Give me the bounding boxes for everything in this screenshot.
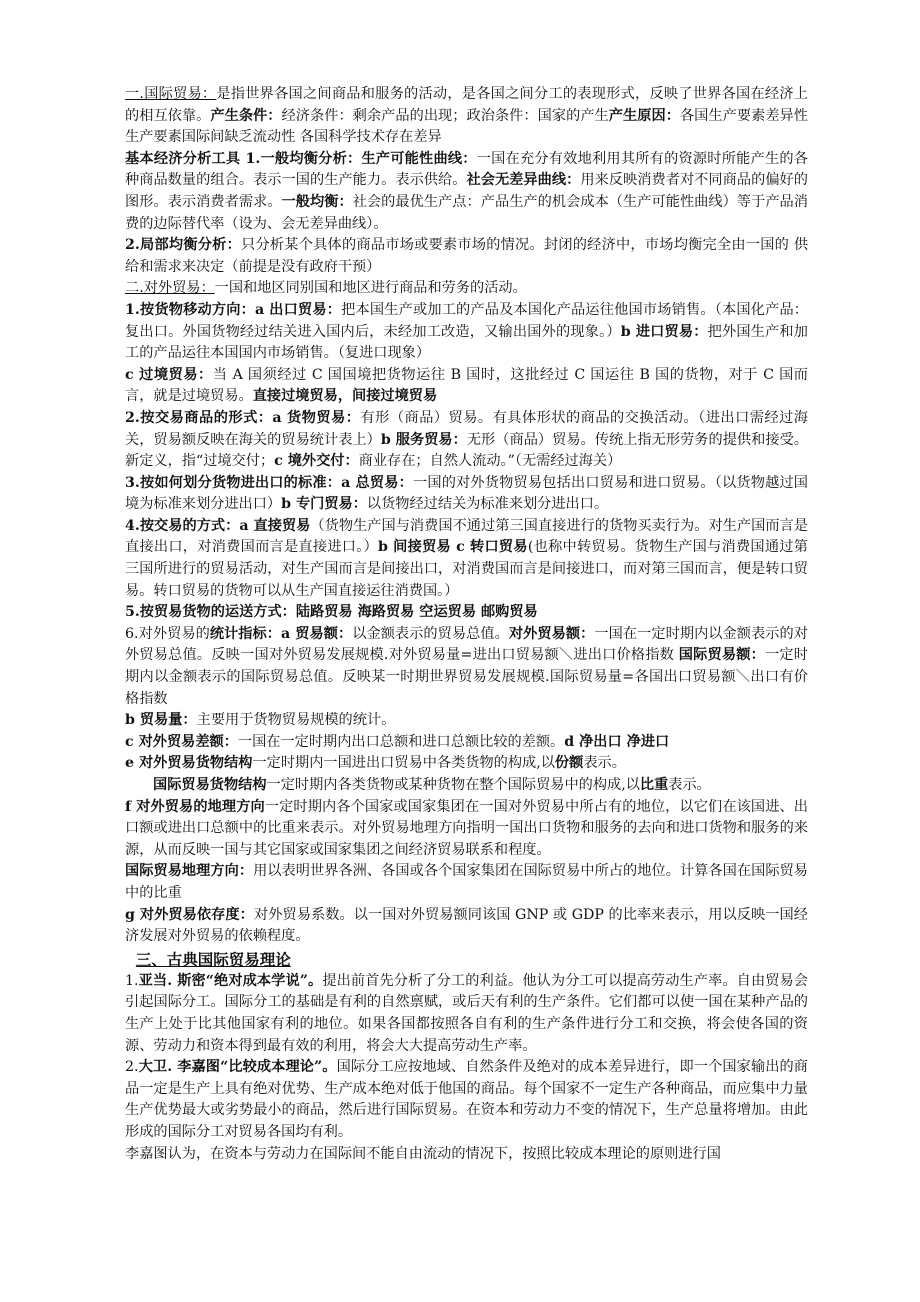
ricardo-paragraph: 李嘉图认为，在资本与劳动力在国际间不能自由流动的情况下，按照比较成本理论的原则进行国 bbox=[125, 1145, 721, 1162]
general-trade-text: 一国的对外货物贸易包括出口贸易和进口贸易。（以货物越过国境为标准来划分进出口） bbox=[125, 474, 808, 513]
service-trade-label: b 服务贸易： bbox=[380, 431, 467, 448]
document-page bbox=[125, 84, 808, 1165]
overseas-delivery-label: c 境外交付： bbox=[274, 453, 359, 470]
geographic-direction-text: 一定时期内各个国家或国家集团在一国对外贸易中所占有的地位，以它们在该国进、出口额或进出口总额中的比重来表示。对外贸易地理方向指明一国出口货物和服务的去向和进口货物和服务的来源，从而反映一国与其它国家或国家集团之间经济贸易联系和程度。 bbox=[125, 798, 808, 858]
international-trade-value-label: 国际贸易额： bbox=[678, 647, 766, 664]
commodity-form-paragraph bbox=[125, 408, 808, 473]
net-export-import: d 净出口 净进口 bbox=[564, 733, 670, 750]
absolute-cost-text: 提出前首先分析了分工的利益。他认为分工可以提高劳动生产率。自由贸易会引起国际分工。国际分工的基础是有利的自然禀赋，或后天有利的生产条件。它们都可以使一国在某种产品的生产上处于比其他国家有利的地位。如果各国都按照各自有利的生产条件进行分工和交换，将会使各国的资源、劳动力和资本得到最有效的利用，将会大大提高劳动生产率。 bbox=[125, 972, 808, 1054]
comparative-cost-label: 大卫. 李嘉图“比较成本理论”。 bbox=[138, 1059, 337, 1076]
partial-equilibrium-label: 2.局部均衡分析： bbox=[125, 237, 242, 254]
trade-value-text: 以金额表示的贸易总值。 bbox=[352, 625, 509, 642]
division-standard-paragraph bbox=[125, 473, 808, 516]
transit-trade-text: 当 A 国须经过 C 国国境把货物运往 B 国时，这批经过 C 国运往 B 国的货物，对于 C 国而言，就是过境贸易。 bbox=[125, 366, 808, 405]
dependence-paragraph bbox=[125, 905, 808, 948]
general-equilibrium-label: 一般均衡： bbox=[281, 193, 353, 210]
section-1-heading: 一.国际贸易： bbox=[125, 86, 217, 102]
direct-trade-label: 4.按交易的方式：a 直接贸易 bbox=[125, 517, 311, 534]
goods-structure-label: e 对外贸易货物结构 bbox=[125, 755, 253, 772]
transit-trade-label: c 过境贸易： bbox=[125, 366, 213, 383]
section-1-paragraph bbox=[125, 84, 808, 149]
statistics-prefix: 6.对外贸易的 bbox=[125, 625, 210, 642]
geographic-direction-paragraph bbox=[125, 797, 808, 862]
causes-text: 各国生产要素差异性 生产要素国际间缺乏流动性 各国科学技术存在差异 bbox=[125, 107, 808, 146]
transport-method-paragraph: 5.按贸易货物的运送方式：陆路贸易 海路贸易 空运贸易 邮购贸易 bbox=[125, 604, 538, 621]
goods-structure-end: 表示。 bbox=[583, 755, 626, 772]
trade-balance-paragraph bbox=[125, 732, 808, 754]
section-2-definition: 一国和地区同别国和地区进行商品和劳务的活动。 bbox=[214, 280, 527, 297]
transit-trade-paragraph bbox=[125, 365, 808, 408]
service-trade-text: 无形（商品）贸易。传统上指无形劳务的提供和接受。新定义，指“过境交付； bbox=[125, 431, 808, 470]
analysis-tools-label: 基本经济分析工具 1.一般均衡分析：生产可能性曲线： bbox=[125, 150, 477, 167]
dependence-text: 对外贸易系数。以一国对外贸易额同该国 GNP 或 GDP 的比率来表示，用以反映一国经济发展对外贸易的依赖程度。 bbox=[125, 906, 808, 945]
trade-volume-text: 主要用于货物贸易规模的统计。 bbox=[196, 712, 396, 729]
intl-goods-structure-text: 一定时期内各类货物或某种货物在整个国际贸易中的构成,以 bbox=[266, 777, 640, 793]
movement-direction-label: 1.按货物移动方向：a 出口贸易： bbox=[125, 301, 342, 318]
trade-method-paragraph bbox=[125, 516, 808, 602]
absolute-cost-label: 亚当. 斯密“绝对成本学说”。 bbox=[138, 972, 323, 989]
overseas-delivery-text: 商业存在；自然人流动。”（无需经过海关） bbox=[358, 453, 622, 470]
indifference-label: 社会无差异曲线： bbox=[466, 172, 581, 189]
goods-structure-text: 一定时期内一国进出口贸易中各类货物的构成,以 bbox=[252, 755, 555, 772]
division-standard-label: 3.按如何划分货物进出口的标准：a 总贸易： bbox=[125, 474, 413, 491]
intl-geographic-direction-text: 用以表明世界各洲、各国或各个国家集团在国际贸易中所占的地位。计算各国在国际贸易中的比重 bbox=[125, 863, 808, 901]
section-2-heading: 二.对外贸易： bbox=[125, 280, 215, 297]
export-trade-text: 把本国生产或加工的产品及本国化产品运往他国市场销售。（本国化产品：复出口。外国货物经过结关进入国内后，未经加工改造，又输出国外的现象。） bbox=[125, 301, 808, 340]
proportion-term: 比重 bbox=[639, 777, 669, 793]
section-3-heading: 三、古典国际贸易理论 bbox=[135, 949, 291, 969]
trade-balance-label: c 对外贸易差额： bbox=[125, 733, 238, 750]
conditions-label: 产生条件： bbox=[210, 107, 282, 124]
intl-goods-structure-paragraph bbox=[125, 775, 808, 797]
absolute-cost-number: 1. bbox=[125, 972, 139, 989]
intl-geographic-direction-paragraph bbox=[125, 861, 808, 904]
analysis-tools-paragraph bbox=[125, 149, 808, 235]
comparative-cost-number: 2. bbox=[125, 1059, 139, 1076]
intl-geographic-direction-label: 国际贸易地理方向： bbox=[125, 863, 254, 880]
section-3-heading-line bbox=[125, 948, 808, 971]
section-2-paragraph bbox=[125, 278, 808, 300]
indirect-trade-label: b 间接贸易 c 转口贸易 bbox=[378, 539, 528, 556]
general-equilibrium-text: 社会的最优生产点：产品生产的机会成本（生产可能性曲线）等于产品消费的边际替代率（设为、会无差异曲线）。 bbox=[125, 193, 808, 232]
transit-trade-types: 直接过境贸易，间接过境贸易 bbox=[252, 388, 438, 405]
intl-goods-structure-end: 表示。 bbox=[668, 777, 711, 793]
goods-structure-paragraph bbox=[125, 753, 808, 775]
commodity-form-label: 2.按交易商品的形式：a 货物贸易： bbox=[125, 409, 361, 426]
section-1-definition: 是指世界各国之间商品和服务的活动，是各国之间分工的表现形式，反映了世界各国在经济上的相互依靠。 bbox=[125, 86, 808, 124]
special-trade-label: b 专门贸易： bbox=[281, 496, 367, 513]
statistics-label: 统计指标：a 贸易额： bbox=[209, 625, 353, 642]
direct-trade-text: （货物生产国与消费国不通过第三国直接进行的货物买卖行为。对生产国而言是直接出口，对消费国而言是直接进口。） bbox=[125, 517, 808, 556]
trade-balance-text: 一国在一定时期内出口总额和进口总额比较的差额。 bbox=[237, 733, 565, 750]
movement-direction-paragraph bbox=[125, 300, 808, 365]
conditions-text: 经济条件：剩余产品的出现；政治条件：国家的产生 bbox=[281, 107, 609, 124]
foreign-trade-value-label: 对外贸易额： bbox=[508, 625, 595, 642]
ppf-text: 一国在充分有效地利用其所有的资源时所能产生的各种商品数量的组合。表示一国的生产能力。表示供给。 bbox=[125, 150, 808, 189]
import-trade-text: 把外国生产和加工的产品运往本国国内市场销售。（复进口现象） bbox=[125, 323, 808, 362]
geographic-direction-label: f 对外贸易的地理方向 bbox=[125, 798, 265, 815]
indifference-text: 用来反映消费者对不同商品的偏好的图形。表示消费者需求。 bbox=[125, 172, 808, 210]
dependence-label: g 对外贸易依存度： bbox=[125, 906, 254, 923]
indirect-trade-text: (也称中转贸易。货物生产国与消费国通过第三国所进行的贸易活动，对生产国而言是间接出口，对消费国而言是间接进口，而对第三国而言，便是转口贸易。转口贸易的货物可以从生产国直接运往消费国。） bbox=[125, 539, 808, 599]
absolute-cost-paragraph bbox=[125, 971, 808, 1057]
goods-trade-text: 有形（商品）贸易。有具体形状的商品的交换活动。（进出口需经过海关，贸易额反映在海关的贸易统计表上） bbox=[125, 409, 808, 448]
partial-equilibrium-text: 只分析某个具体的商品市场或要素市场的情况。封闭的经济中，市场均衡完全由一国的 供给和需求来决定（前提是没有政府干预） bbox=[125, 237, 809, 275]
partial-equilibrium-paragraph bbox=[125, 235, 808, 278]
intl-goods-structure-label: 国际贸易货物结构 bbox=[153, 777, 267, 793]
comparative-cost-paragraph bbox=[125, 1057, 808, 1143]
statistics-paragraph bbox=[125, 624, 808, 710]
special-trade-text: 以货物经过结关为标准来划分进出口。 bbox=[366, 496, 609, 513]
trade-volume-label: b 贸易量： bbox=[125, 712, 197, 729]
comparative-cost-text: 国际分工应按地域、自然条件及绝对的成本差异进行，即一个国家输出的商品一定是生产上具有绝对优势、生产成本绝对低于他国的商品。每个国家不一定生产各种商品，而应集中力量生产优势最大或劣势最小的商品，然后进行国际贸易。在资本和劳动力不变的情况下，生产总量将增加。由此形成的国际分工对贸易各国均有利。 bbox=[125, 1059, 808, 1140]
share-term: 份额 bbox=[554, 755, 584, 772]
trade-volume-paragraph bbox=[125, 710, 808, 732]
international-trade-value-text: 一定时期内以金额表示的国际贸易总值。反映某一时期世界贸易发展规模.国际贸易量=各国出口贸易额＼出口有价格指数 bbox=[125, 647, 808, 707]
causes-label: 产生原因： bbox=[608, 107, 680, 124]
foreign-trade-value-text: 一国在一定时期内以金额表示的对外贸易总值。反映一国对外贸易发展规模.对外贸易量=进出口贸易额＼进出口价格指数 bbox=[125, 625, 808, 664]
import-trade-label: b 进口贸易： bbox=[620, 323, 708, 340]
